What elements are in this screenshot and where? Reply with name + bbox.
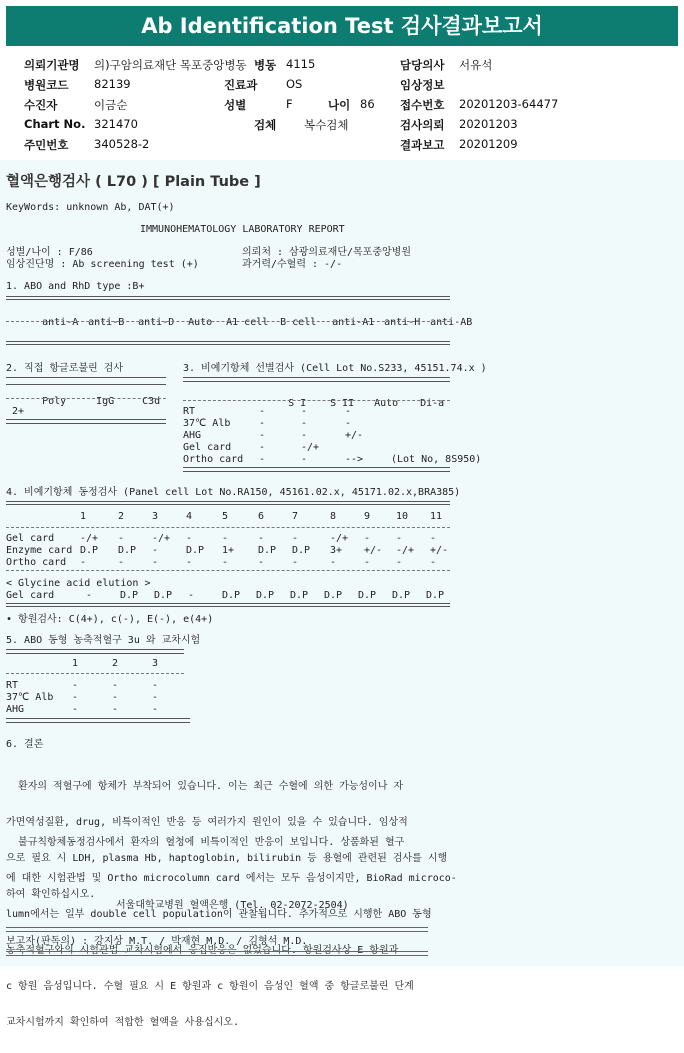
report-date-value: 20201209 [459, 137, 518, 151]
cross-cell: - [152, 704, 159, 715]
divider [6, 649, 184, 654]
divider [183, 400, 450, 401]
screen-row [183, 442, 491, 454]
panel-row [6, 533, 464, 545]
request-value: 20201203 [459, 117, 518, 131]
cross-cell: - [152, 680, 159, 691]
dat-header: C3d [142, 396, 161, 407]
dept-label: 진료과 [224, 78, 258, 92]
screen-header: Di-a [420, 398, 445, 409]
ward-label: 병동 [254, 58, 277, 72]
screen-cell: -/+ [301, 442, 320, 453]
signature-org: 서울대학교병원 혈액은행 (Tel. 02-2072-2504) [116, 900, 349, 911]
divider [6, 398, 166, 399]
specimen-value: 복수검체 [304, 118, 349, 132]
clinical-label: 임상정보 [400, 78, 445, 92]
panel-header: 8 [330, 511, 337, 522]
panel-rows [6, 533, 464, 569]
panel-header: 1 [80, 511, 87, 522]
elution-cell: D.P [154, 590, 173, 601]
requester-line: 의뢰처 : 삼광의료재단/목포중앙병원 [242, 247, 411, 258]
panel-cell: - [292, 557, 299, 568]
elution-cell: D.P [256, 590, 275, 601]
panel-cell: - [396, 557, 403, 568]
abo-header: A1 cell [226, 317, 269, 328]
elution-cell: - [86, 590, 93, 601]
divider [6, 296, 450, 302]
screen-cell: - [345, 418, 352, 429]
panel-cell: - [152, 545, 159, 556]
accession-label: 접수번호 [400, 98, 445, 112]
panel-header: 4 [186, 511, 193, 522]
sex-age-line: 성별/나이 : F/86 [6, 247, 93, 258]
panel-cell: - [430, 557, 437, 568]
keywords: KeyWords: unknown Ab, DAT(+) [6, 202, 175, 213]
hospital-label: 의뢰기관명 [24, 58, 80, 72]
panel-cell: -/+ [330, 533, 349, 544]
sex-label: 성별 [224, 98, 247, 112]
cross-row-label: 37℃ Alb [6, 692, 54, 703]
abo-header: anti-D [138, 317, 175, 328]
dat-poly-value: 2+ [12, 406, 25, 417]
panel-cell: - [330, 557, 337, 568]
text-line: 하여 확인하십시오. [6, 889, 96, 900]
elution-cell: D.P [358, 590, 377, 601]
screen-cell: - [345, 406, 352, 417]
divider [6, 341, 450, 347]
doctor-value: 서유석 [459, 58, 493, 72]
dat-title: 2. 직접 항글로불린 검사 [6, 363, 124, 374]
screen-cell: - [301, 406, 308, 417]
panel-cell: D.P [118, 545, 137, 556]
panel-cell: - [364, 557, 371, 568]
panel-cell: - [396, 533, 403, 544]
screen-header: S II [330, 398, 355, 409]
abo-header: anti-H [384, 317, 421, 328]
panel-header: 3 [152, 511, 159, 522]
cross-row-label: AHG [6, 704, 25, 715]
screen-cell: - [259, 454, 266, 465]
panel-cell: +/- [364, 545, 383, 556]
screen-row-label: RT [183, 406, 196, 417]
panel-row [6, 545, 464, 557]
screen-cell: - [301, 430, 308, 441]
panel-cell: - [118, 533, 125, 544]
panel-header: 5 [222, 511, 229, 522]
panel-header: 7 [292, 511, 299, 522]
panel-header: 2 [118, 511, 125, 522]
section-title: 혈액은행검사 ( L70 ) [ Plain Tube ] [6, 174, 261, 190]
screen-title: 3. 비예기항체 선별검사 (Cell Lot No.S233, 45151.74.x ) [183, 363, 487, 374]
screen-cell: - [259, 442, 266, 453]
history-line: 과거력/수혈력 : -/- [242, 259, 343, 270]
elution-label: Gel card [6, 590, 55, 601]
divider [6, 927, 428, 932]
panel-cell: 1+ [222, 545, 235, 556]
cross-header: 3 [152, 658, 159, 669]
cross-cell: - [72, 704, 79, 715]
abo-header: B cell [280, 317, 317, 328]
screen-row [183, 430, 491, 442]
elution-cell: D.P [392, 590, 411, 601]
accession-value: 20201203-64477 [459, 97, 559, 111]
patient-label: 수진자 [24, 98, 58, 112]
cross-title: 5. ABO 동형 농축적혈구 3u 와 교차시험 [6, 635, 201, 646]
panel-cell: -/+ [396, 545, 415, 556]
screen-cell: - [259, 418, 266, 429]
screen-cell: --> [345, 454, 364, 465]
panel-cell: - [186, 557, 193, 568]
divider [6, 321, 450, 323]
chart-value: 321470 [94, 117, 138, 131]
sex-value: F [286, 97, 293, 111]
panel-header: 10 [396, 511, 409, 522]
age-value: 86 [360, 97, 375, 111]
abo-header: anti-A [42, 317, 79, 328]
diagnosis-line: 임상진단명 : Ab screening test (+) [6, 259, 199, 270]
screen-rows [183, 406, 491, 466]
report-title: Ab Identification Test 검사결과보고서 [6, 6, 678, 46]
cross-cell: - [112, 680, 119, 691]
code-label: 병원코드 [24, 78, 69, 92]
panel-row-label: Ortho card [6, 557, 67, 568]
screen-row-label: Ortho card [183, 454, 244, 465]
screen-header: Auto [374, 398, 399, 409]
panel-cell: - [186, 533, 193, 544]
divider [6, 603, 450, 609]
panel-cell: - [80, 557, 87, 568]
divider [6, 673, 184, 674]
panel-cell: D.P [80, 545, 99, 556]
cross-cell: - [112, 704, 119, 715]
elution-row [6, 590, 460, 602]
elution-title: < Glycine acid elution > [6, 578, 151, 589]
patient-header [6, 48, 678, 156]
text-line: 으로 필요 시 LDH, plasma Hb, haptoglobin, bilirubin 등 용혈에 관련된 검사를 시행 [6, 853, 448, 864]
cross-headers [6, 658, 192, 670]
screen-row-label: 37℃ Alb [183, 418, 231, 429]
panel-cell: D.P [186, 545, 205, 556]
doctor-label: 담당의사 [400, 58, 445, 72]
panel-cell: +/- [430, 545, 449, 556]
cross-row [6, 704, 192, 716]
elution-cell: - [188, 590, 195, 601]
cross-cell: - [152, 692, 159, 703]
reporters: 보고자(판독의) : 강지상 M.T. / 박재현 M.D. / 김형석 M.D. [6, 936, 308, 947]
cross-row [6, 692, 192, 704]
panel-header: 11 [430, 511, 443, 522]
chart-label: Chart No. [24, 117, 86, 131]
screen-cell: - [259, 430, 266, 441]
text-line: 에 대한 시험관법 및 Ortho microcolumn card 에서는 모두 음성이지만, BioRad microco- [6, 873, 457, 884]
patient-value: 이금순 [94, 98, 128, 112]
text-line: 가면역성질환, drug, 비특이적인 반응 등 여러가지 원인이 있을 수 있습니다. 임상적 [6, 817, 408, 828]
panel-cell: 3+ [330, 545, 343, 556]
cross-rows [6, 680, 192, 716]
screen-cell: +/- [345, 430, 364, 441]
panel-cell: - [430, 533, 437, 544]
id-label: 주민번호 [24, 138, 69, 152]
panel-cell: D.P [292, 545, 311, 556]
panel-header: 6 [258, 511, 265, 522]
panel-row [6, 557, 464, 569]
screen-row [183, 406, 491, 418]
cross-cell: - [72, 680, 79, 691]
elution-cell: D.P [324, 590, 343, 601]
cross-header: 2 [112, 658, 119, 669]
screen-row [183, 418, 491, 430]
elution-cell: D.P [290, 590, 309, 601]
panel-header: 9 [364, 511, 371, 522]
elution-cell: D.P [426, 590, 445, 601]
hospital-value: 의)구암의료재단 목포중앙병동 [94, 58, 247, 72]
abo-header: Auto [188, 317, 213, 328]
specimen-label: 검체 [254, 118, 277, 132]
dat-header: Poly [42, 396, 67, 407]
divider [6, 570, 450, 572]
panel-cell: -/+ [80, 533, 99, 544]
divider [183, 377, 450, 382]
screen-row [183, 454, 491, 466]
panel-cell: - [152, 557, 159, 568]
divider [6, 501, 450, 507]
conclusion-title: 6. 결론 [6, 739, 44, 750]
panel-cell: - [118, 557, 125, 568]
panel-cell: - [364, 533, 371, 544]
abo-header: anti-A1 [332, 317, 375, 328]
panel-cell: -/+ [152, 533, 171, 544]
report-body [0, 160, 684, 1028]
text-line: 교차시험까지 확인하여 적합한 혈액을 사용십시오. [6, 1017, 239, 1028]
abo-header: anti-AB [430, 317, 473, 328]
divider [183, 467, 450, 472]
elution-cell: D.P [222, 590, 241, 601]
cross-cell: - [72, 692, 79, 703]
screen-cell: - [259, 406, 266, 417]
screen-row-label: Gel card [183, 442, 232, 453]
request-label: 검사의뢰 [400, 118, 445, 132]
cross-cell: - [112, 692, 119, 703]
code-value: 82139 [94, 77, 131, 91]
abo-headers [6, 305, 480, 341]
panel-cell: - [258, 533, 265, 544]
screen-cell: (Lot No, 8S950) [391, 454, 482, 465]
screen-header: S I [288, 398, 307, 409]
panel-cell: - [222, 557, 229, 568]
dat-headers [6, 384, 182, 420]
report-date-label: 결과보고 [400, 138, 445, 152]
screen-cell: - [301, 454, 308, 465]
divider [6, 527, 450, 529]
antigen-line: • 항원검사: C(4+), c(-), E(-), e(4+) [6, 614, 214, 625]
abo-title: 1. ABO and RhD type :B+ [6, 281, 145, 292]
text-line: 불규칙항체동정검사에서 환자의 혈청에 비특이적인 반응이 보입니다. 상품화된 혈구 [6, 837, 405, 848]
text-line: 환자의 적혈구에 항체가 부착되어 있습니다. 이는 최근 수혈에 의한 가능성이나 자 [6, 781, 404, 792]
dept-value: OS [286, 77, 303, 91]
cross-row-label: RT [6, 680, 19, 691]
panel-row-label: Gel card [6, 533, 55, 544]
age-label: 나이 [328, 98, 351, 112]
dat-header: IgG [96, 396, 115, 407]
divider [6, 951, 428, 956]
panel-cell: D.P [258, 545, 277, 556]
text-line: 농축적혈구와의 시험관법 교차시험에서 응집반응은 없었습니다. 항원검사상 E 항원과 [6, 945, 399, 956]
screen-row-label: AHG [183, 430, 202, 441]
screen-cell: - [301, 418, 308, 429]
divider [6, 419, 166, 424]
conclusion-paragraph-2 [6, 813, 457, 1053]
abo-header: anti-B [88, 317, 125, 328]
panel-cell: - [222, 533, 229, 544]
ward-value: 4115 [286, 57, 316, 71]
cross-header: 1 [72, 658, 79, 669]
divider [6, 718, 190, 723]
elution-cell: D.P [120, 590, 139, 601]
id-value: 340528-2 [94, 137, 150, 151]
lab-title: IMMUNOHEMATOLOGY LABORATORY REPORT [140, 224, 345, 235]
text-line: c 항원 음성입니다. 수혈 필요 시 E 항원과 c 항원이 음성인 혈액 중 항글로불린 단계 [6, 981, 414, 992]
text-line: lumn에서는 일부 double cell population이 관찰됩니다. 추가적으로 시행한 ABO 동형 [6, 909, 432, 920]
panel-row-label: Enzyme card [6, 545, 73, 556]
panel-title: 4. 비예기항체 동정검사 (Panel cell Lot No.RA150, 45161.02.x, 45171.02.x,BRA385) [6, 487, 461, 498]
cross-row [6, 680, 192, 692]
panel-cell: - [258, 557, 265, 568]
panel-cell: - [292, 533, 299, 544]
panel-headers [6, 511, 464, 523]
